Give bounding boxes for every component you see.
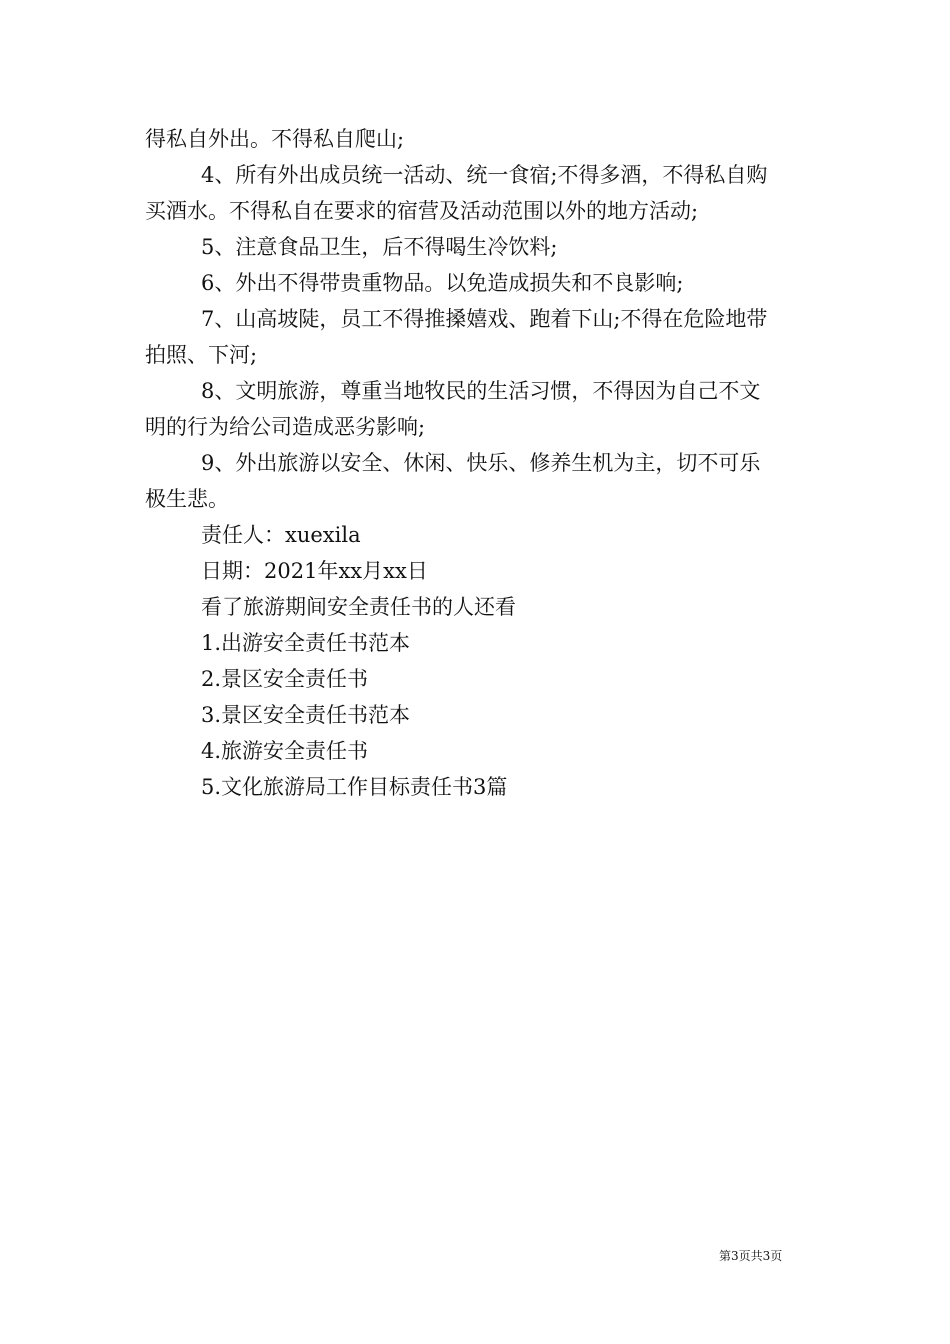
related-link-4[interactable]: 4.旅游安全责任书 xyxy=(201,739,369,763)
page-number-footer: 第3页共3页 xyxy=(719,1249,783,1263)
rule-item-9-continuation: 极生悲。 xyxy=(145,487,229,511)
related-link-2[interactable]: 2.景区安全责任书 xyxy=(201,667,369,691)
related-link-5[interactable]: 5.文化旅游局工作目标责任书3篇 xyxy=(201,775,508,799)
document-body xyxy=(145,121,809,805)
rule-item-8-continuation: 明的行为给公司造成恶劣影响; xyxy=(145,415,426,439)
related-link-1[interactable]: 1.出游安全责任书范本 xyxy=(201,631,411,655)
rule-item-9: 9、外出旅游以安全、休闲、快乐、修养生机为主，切不可乐 xyxy=(201,451,761,475)
rule-item-4: 4、所有外出成员统一活动、统一食宿;不得多酒，不得私自购 xyxy=(201,163,768,187)
related-link-3[interactable]: 3.景区安全责任书范本 xyxy=(201,703,411,727)
rule-item-4-continuation: 买酒水。不得私自在要求的宿营及活动范围以外的地方活动; xyxy=(145,199,699,223)
rule-item-7: 7、山高坡陡，员工不得推搡嬉戏、跑着下山;不得在危险地带 xyxy=(201,307,768,331)
text-line-continuation: 得私自外出。不得私自爬山; xyxy=(145,127,405,151)
rule-item-6: 6、外出不得带贵重物品。以免造成损失和不良影响; xyxy=(201,271,684,295)
document-date: 日期：2021年xx月xx日 xyxy=(201,559,428,583)
responsible-person: 责任人：xuexila xyxy=(201,523,361,547)
rule-item-5: 5、注意食品卫生，后不得喝生冷饮料; xyxy=(201,235,558,259)
rule-item-8: 8、文明旅游，尊重当地牧民的生活习惯，不得因为自己不文 xyxy=(201,379,761,403)
related-heading: 看了旅游期间安全责任书的人还看 xyxy=(201,595,516,619)
rule-item-7-continuation: 拍照、下河; xyxy=(145,343,258,367)
